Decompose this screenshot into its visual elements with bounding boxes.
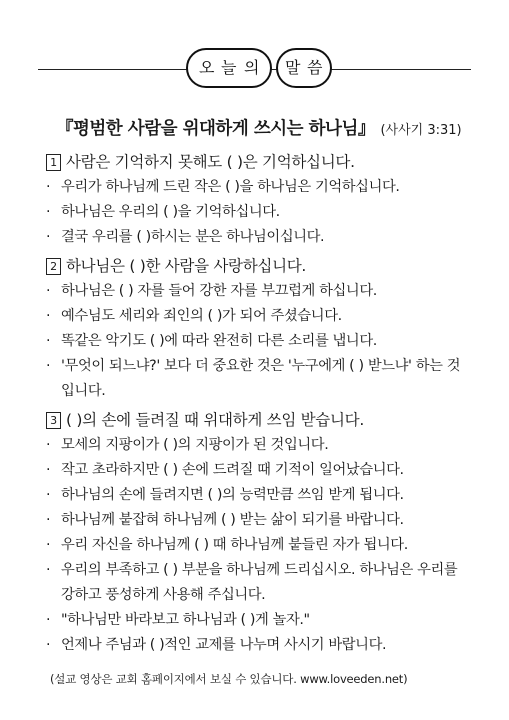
list-item-text: "하나님만 바라보고 하나님과 ( )게 놀자." [61,612,310,628]
scripture-reference: (사사기 3:31) [380,123,462,138]
section-heading-text: 사람은 기억하지 못해도 ( )은 기억하십니다. [66,153,355,171]
section-heading [46,408,466,433]
section-3 [46,408,466,658]
list-item: · 하나님의 손에 들려지면 ( )의 능력만큼 쓰임 받게 됩니다. [46,487,404,503]
sermon-title [56,115,462,140]
section-heading-text: ( )의 손에 들려질 때 위대하게 쓰임 받습니다. [66,411,364,429]
header-syllable: 늘 [221,58,237,77]
header-syllable: 의 [244,58,260,77]
list-item-text: 우리의 부족하고 ( ) 부분을 하나님께 드리십시오. 하나님은 우리를 강하고 풍성하게 사용해 주십니다. [61,562,458,603]
header-banner [0,38,509,88]
list-item: · 모세의 지팡이가 ( )의 지팡이가 된 것입니다. [46,437,329,453]
section-heading-text: 하나님은 ( )한 사람을 사랑하십니다. [66,257,307,275]
list-item: · '무엇이 되느냐?' 보다 더 중요한 것은 '누구에게 ( ) 받느냐' 하는 것입니다. [46,358,461,399]
list-item-text: 똑같은 악기도 ( )에 따라 완전히 다른 소리를 냅니다. [61,333,377,349]
list-item: · 똑같은 악기도 ( )에 따라 완전히 다른 소리를 냅니다. [46,333,377,349]
header-pill-right [276,48,332,88]
list-item-text: 하나님의 손에 들려지면 ( )의 능력만큼 쓰임 받게 됩니다. [61,487,404,503]
list-item-text: 모세의 지팡이가 ( )의 지팡이가 된 것입니다. [61,437,329,453]
list-item: · "하나님만 바라보고 하나님과 ( )게 놀자." [46,612,310,628]
list-item-text: 언제나 주님과 ( )적인 교제를 나누며 사시기 바랍니다. [61,637,387,653]
section-heading [46,150,466,175]
sermon-title-text: 『평범한 사람을 위대하게 쓰시는 하나님』 [56,119,375,139]
list-item: · 예수님도 세리와 죄인의 ( )가 되어 주셨습니다. [46,308,342,324]
list-item-text: 예수님도 세리와 죄인의 ( )가 되어 주셨습니다. [61,308,342,324]
section-heading [46,254,466,279]
list-item-text: '무엇이 되느냐?' 보다 더 중요한 것은 '누구에게 ( ) 받느냐' 하는 것입니다. [61,358,461,399]
sermon-outline [46,146,466,658]
list-item: · 작고 초라하지만 ( ) 손에 드려질 때 기적이 일어났습니다. [46,462,404,478]
list-item-text: 작고 초라하지만 ( ) 손에 드려질 때 기적이 일어났습니다. [61,462,404,478]
footer-note: (설교 영상은 교회 홈페이지에서 보실 수 있습니다. www.loveeden.net) [50,672,408,686]
list-item-text: 하나님께 붙잡혀 하나님께 ( ) 받는 삶이 되기를 바랍니다. [61,512,404,528]
section-number: 1 [46,154,61,171]
section-2 [46,254,466,404]
section-1 [46,150,466,250]
list-item: · 결국 우리를 ( )하시는 분은 하나님이십니다. [46,229,325,245]
header-syllable: 말 [285,58,301,77]
list-item-text: 하나님은 ( ) 자를 들어 강한 자를 부끄럽게 하십니다. [61,283,377,299]
header-syllable: 씀 [307,58,323,77]
list-item-text: 하나님은 우리의 ( )을 기억하십니다. [61,204,280,220]
section-number: 2 [46,258,61,275]
section-number: 3 [46,412,61,429]
list-item: · 하나님은 ( ) 자를 들어 강한 자를 부끄럽게 하십니다. [46,283,377,299]
list-item: · 언제나 주님과 ( )적인 교제를 나누며 사시기 바랍니다. [46,637,387,653]
header-syllable: 오 [199,58,215,77]
list-item: · 우리가 하나님께 드린 작은 ( )을 하나님은 기억하십니다. [46,179,400,195]
list-item-text: 우리가 하나님께 드린 작은 ( )을 하나님은 기억하십니다. [61,179,400,195]
list-item: · 우리의 부족하고 ( ) 부분을 하나님께 드리십시오. 하나님은 우리를 강하고 풍성하게 사용해 주십니다. [46,562,458,603]
list-item-text: 결국 우리를 ( )하시는 분은 하나님이십니다. [61,229,325,245]
list-item: · 하나님께 붙잡혀 하나님께 ( ) 받는 삶이 되기를 바랍니다. [46,512,404,528]
list-item-text: 우리 자신을 하나님께 ( ) 때 하나님께 붙들린 자가 됩니다. [61,537,408,553]
list-item: · 하나님은 우리의 ( )을 기억하십니다. [46,204,280,220]
header-pill-left [186,48,272,88]
list-item: · 우리 자신을 하나님께 ( ) 때 하나님께 붙들린 자가 됩니다. [46,537,408,553]
